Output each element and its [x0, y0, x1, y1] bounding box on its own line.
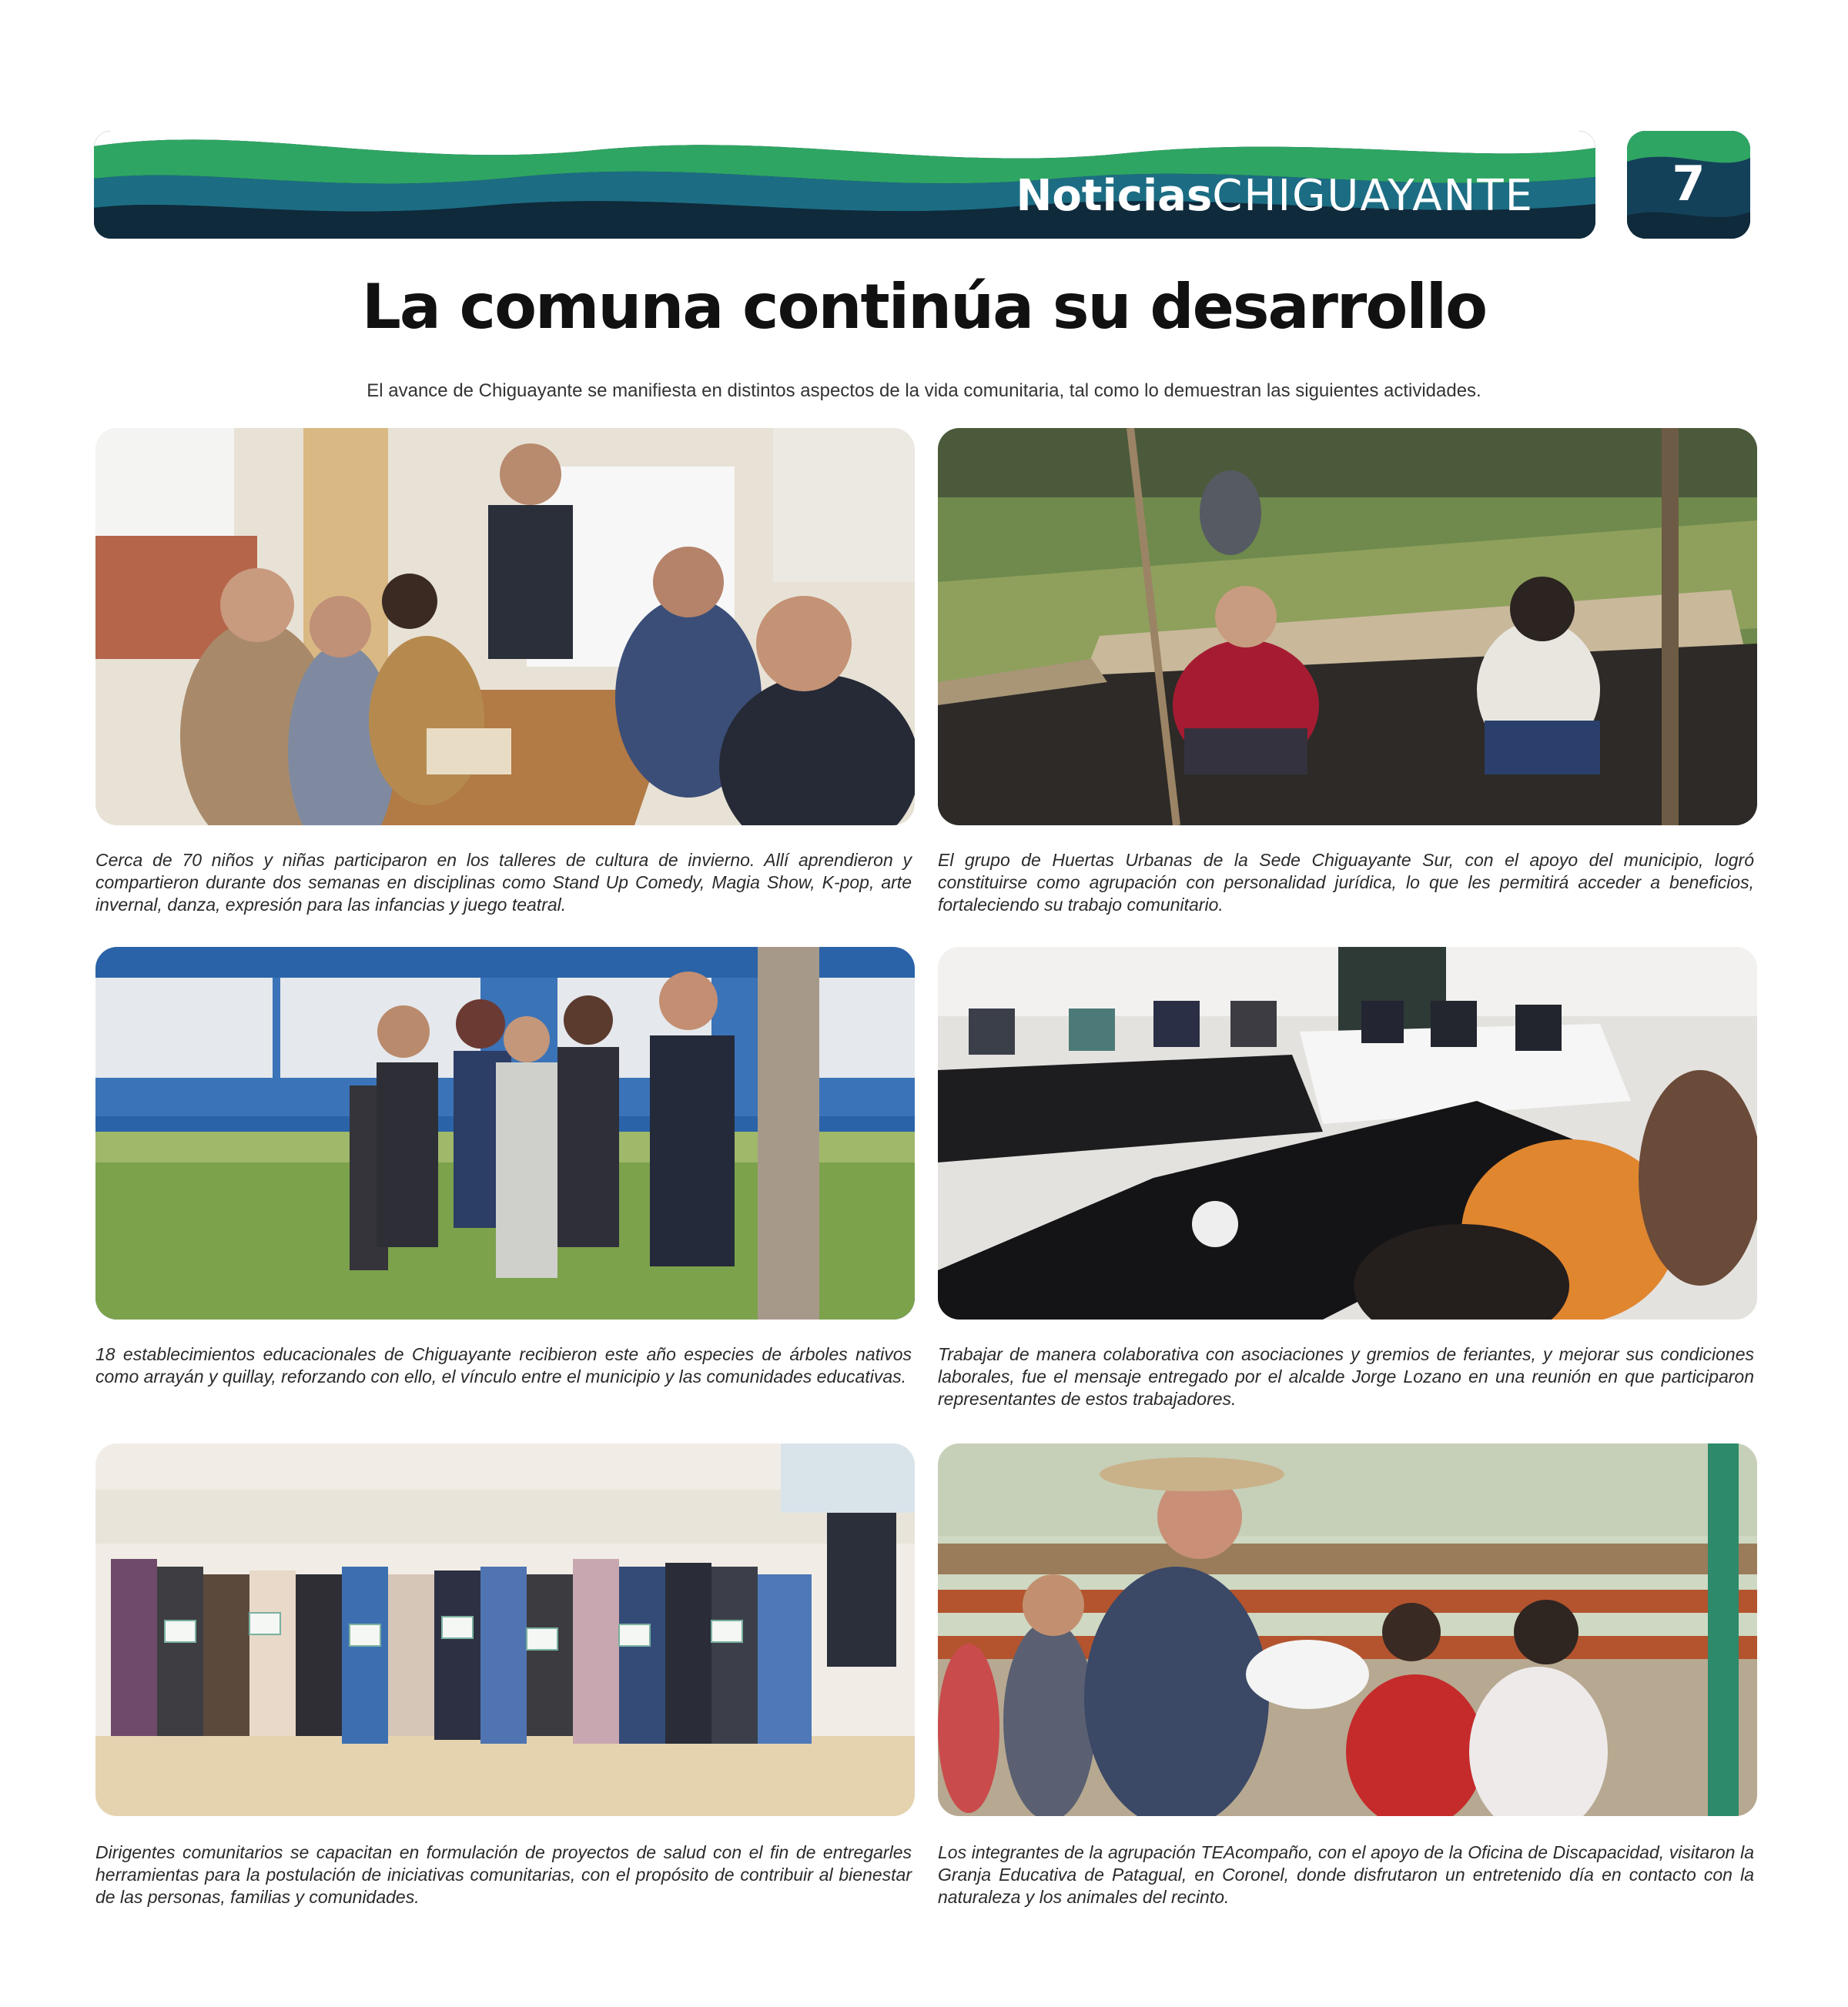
- brand-light: CHIGUAYANTE: [1212, 171, 1534, 221]
- page-number: 7: [1672, 156, 1706, 212]
- section-title: [1016, 171, 1534, 221]
- photo-community-leaders: [95, 1443, 915, 1816]
- photo-native-trees: [95, 947, 915, 1320]
- caption-4: Trabajar de manera colaborativa con asociaciones y gremios de feriantes, y mejorar sus condiciones laborales, fue el mensaje entregado por el alcalde Jorge Lozano en una reunión en que participaron representantes de estos trabajadores.: [938, 1344, 1754, 1409]
- photo-educational-farm: [938, 1443, 1757, 1816]
- headline: La comuna continúa su desarrollo: [361, 271, 1487, 343]
- photo-vendors-meeting: [938, 947, 1757, 1320]
- page-number-box: [1627, 131, 1750, 239]
- caption-2: El grupo de Huertas Urbanas de la Sede Chiguayante Sur, con el apoyo del municipio, logró constituirse como agrupación con personalidad jurídica, lo que les permitirá acceder a beneficios, fortaleciendo su trabajo comunitario.: [938, 850, 1754, 915]
- photo-urban-gardens: [938, 428, 1757, 825]
- brand-bold: Noticias: [1016, 171, 1213, 221]
- caption-6: Los integrantes de la agrupación TEAcompaño, con el apoyo de la Oficina de Discapacidad, visitaron la Granja Educativa de Patagual, en Coronel, donde disfrutaron un entretenido día en contacto con la naturaleza y los animales del recinto.: [938, 1842, 1754, 1907]
- header-banner: [94, 131, 1595, 239]
- caption-3: 18 establecimientos educacionales de Chiguayante recibieron este año especies de árboles nativos como arrayán y quillay, reforzando con ello, el vínculo entre el municipio y las comunidades educativas.: [95, 1344, 912, 1387]
- caption-1: Cerca de 70 niños y niñas participaron en los talleres de cultura de invierno. Allí aprendieron y compartieron durante dos semanas en disciplinas como Stand Up Comedy, Magia Show, K-pop, arte invernal, danza, expresión para las infancias y juego teatral.: [95, 850, 912, 915]
- photo-culture-workshop: [95, 428, 915, 825]
- intro-text: El avance de Chiguayante se manifiesta en distintos aspectos de la vida comunitaria, tal como lo demuestran las siguientes actividades.: [367, 380, 1481, 401]
- caption-5: Dirigentes comunitarios se capacitan en formulación de proyectos de salud con el fin de entregarles herramientas para la postulación de iniciativas comunitarias, con el propósito de contribuir al bienestar de las personas, familias y comunidades.: [95, 1842, 912, 1907]
